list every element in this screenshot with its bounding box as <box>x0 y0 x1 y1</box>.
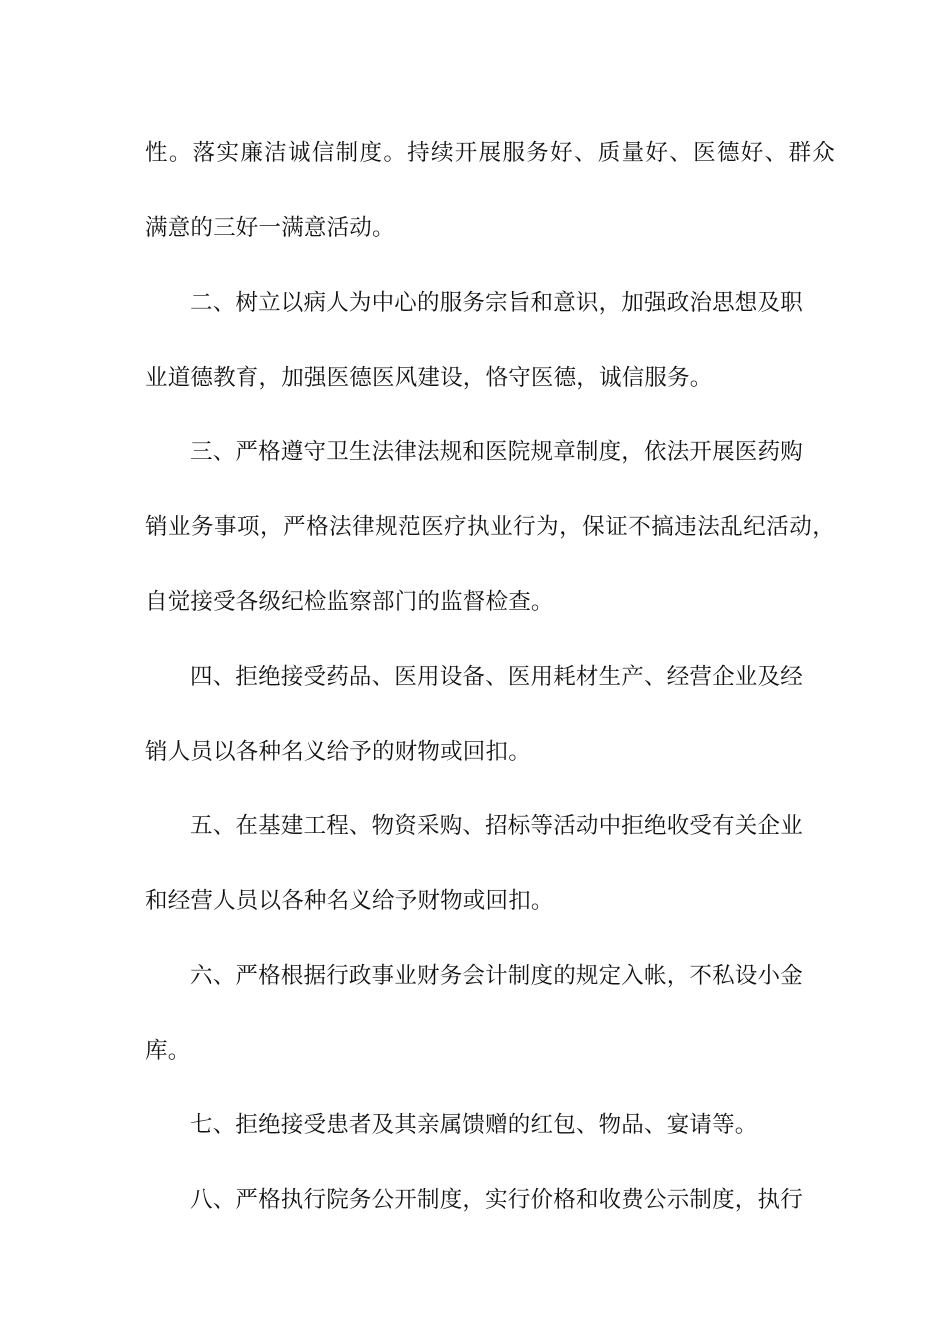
paragraph-4-start: 四、拒绝接受药品、医用设备、医用耗材生产、经营企业及经 <box>190 664 803 690</box>
paragraph-6-start: 六、严格根据行政事业财务会计制度的规定入帐，不私设小金 <box>190 963 803 989</box>
text-line: 库。 <box>145 1038 191 1064</box>
text-line: 满意的三好一满意活动。 <box>145 215 395 241</box>
paragraph-5-start: 五、在基建工程、物资采购、招标等活动中拒绝收受有关企业 <box>190 813 803 839</box>
text-line: 和经营人员以各种名义给予财物或回扣。 <box>145 888 554 914</box>
paragraph-8-start: 八、严格执行院务公开制度，实行价格和收费公示制度，执行 <box>190 1187 803 1213</box>
text-line: 自觉接受各级纪检监察部门的监督检查。 <box>145 589 554 615</box>
text-line: 销人员以各种名义给予的财物或回扣。 <box>145 739 531 765</box>
text-line: 性。落实廉洁诚信制度。持续开展服务好、质量好、医德好、群众 <box>145 140 835 166</box>
paragraph-3-start: 三、严格遵守卫生法律法规和医院规章制度，依法开展医药购 <box>190 439 803 465</box>
paragraph-7-start: 七、拒绝接受患者及其亲属馈赠的红包、物品、宴请等。 <box>190 1112 758 1138</box>
text-line: 销业务事项，严格法律规范医疗执业行为，保证不搞违法乱纪活动， <box>145 514 835 540</box>
text-line: 业道德教育，加强医德医风建设，恪守医德，诚信服务。 <box>145 365 713 391</box>
paragraph-2-start: 二、树立以病人为中心的服务宗旨和意识，加强政治思想及职 <box>190 290 803 316</box>
